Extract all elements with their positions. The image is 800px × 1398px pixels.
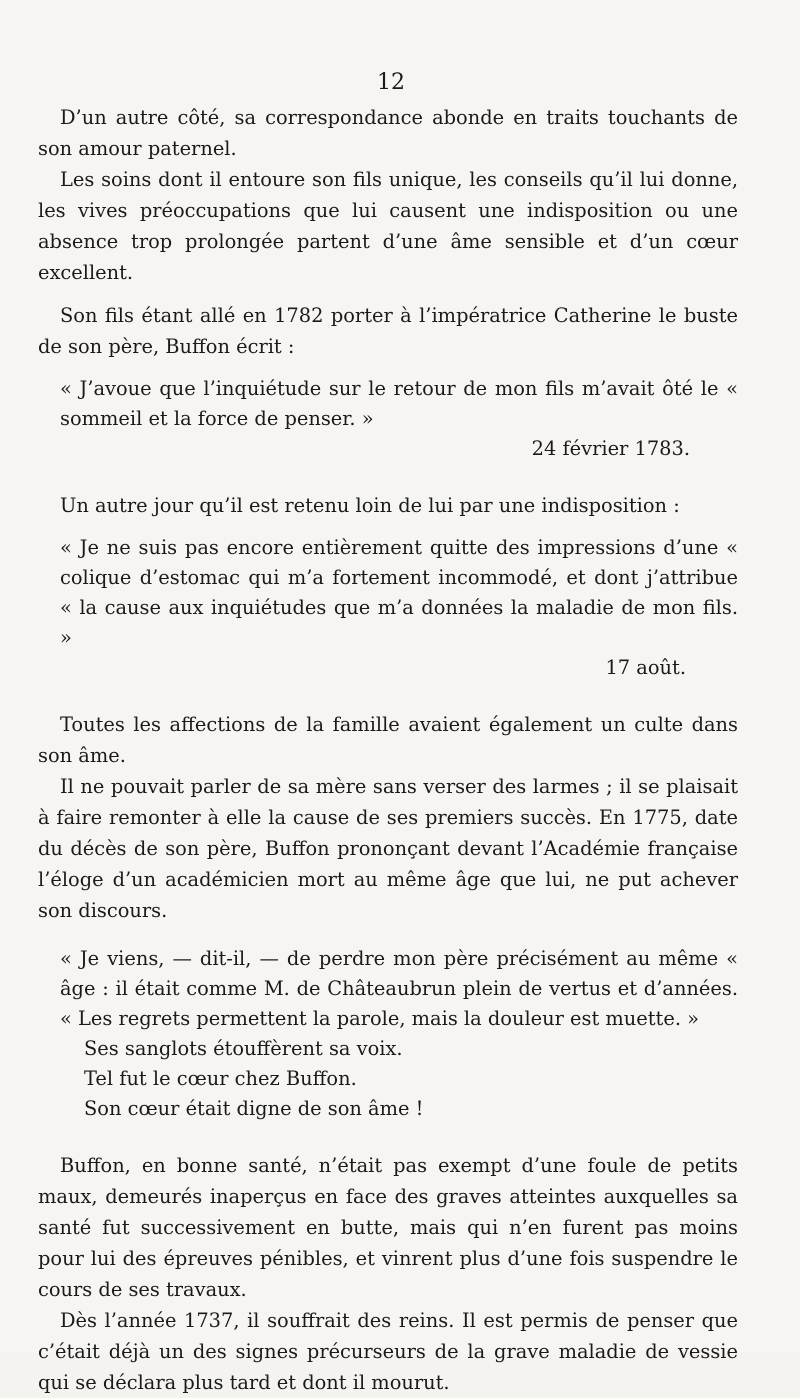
- paragraph-7: Buffon, en bonne santé, n’était pas exempt d’une foule de petits maux, demeurés inaperçus en face des graves atteintes auxquelles sa santé fut successivement en butte, mais qui n’en furent pas moins pour lui des épreuves pénibles, et vinrent plus d’une fois suspendre le cours de ses travaux.: [38, 1154, 738, 1301]
- page-number: 12: [377, 70, 405, 95]
- paragraph-4: Un autre jour qu’il est retenu loin de lui par une indisposition :: [60, 494, 680, 517]
- quote-2: « Je ne suis pas encore entièrement quitte des impressions d’une « colique d’estomac qui m’a fortement incommodé, et dont j’attribue « la cause aux inquiétudes que m’a données la maladie de mon fils. »: [60, 536, 738, 649]
- paragraph-6: Il ne pouvait parler de sa mère sans verser des larmes ; il se plaisait à faire remonter à elle la cause de ses premiers succès. En 1775, date du décès de son père, Buffon prononçant devant l’Académie française l’éloge d’un académicien mort au même âge que lui, ne put achever son discours.: [38, 775, 738, 922]
- paragraph-3: Son fils étant allé en 1782 porter à l’impératrice Catherine le buste de son père, Buffon écrit :: [38, 304, 738, 358]
- quote-1: « J’avoue que l’inquiétude sur le retour de mon fils m’avait ôté le « sommeil et la force de penser. »: [60, 377, 738, 430]
- quote-3: « Je viens, — dit-il, — de perdre mon père précisément au même « âge : il était comme M. de Châteaubrun plein de vertus et d’années. « Les regrets permettent la parole, mais la douleur est muette. »: [60, 947, 738, 1030]
- line-sobs: Ses sanglots étouffèrent sa voix.: [84, 1037, 403, 1060]
- paragraph-2: Les soins dont il entoure son fils unique, les conseils qu’il lui donne, les vives préoccupations que lui causent une indisposition ou une absence trop prolongée partent d’une âme sensible et d’un cœur excellent.: [38, 168, 738, 284]
- line-heart: Tel fut le cœur chez Buffon.: [84, 1067, 357, 1090]
- date-2: 17 août.: [605, 656, 686, 679]
- date-1: 24 février 1783.: [531, 437, 690, 460]
- paragraph-1: D’un autre côté, sa correspondance abonde en traits touchants de son amour paternel.: [38, 106, 738, 160]
- paragraph-8: Dès l’année 1737, il souffrait des reins. Il est permis de penser que c’était déjà un des signes précurseurs de la grave maladie de vessie qui se déclara plus tard et dont il mourut.: [38, 1309, 738, 1394]
- line-soul: Son cœur était digne de son âme !: [84, 1097, 424, 1120]
- paragraph-5: Toutes les affections de la famille avaient également un culte dans son âme.: [38, 713, 738, 767]
